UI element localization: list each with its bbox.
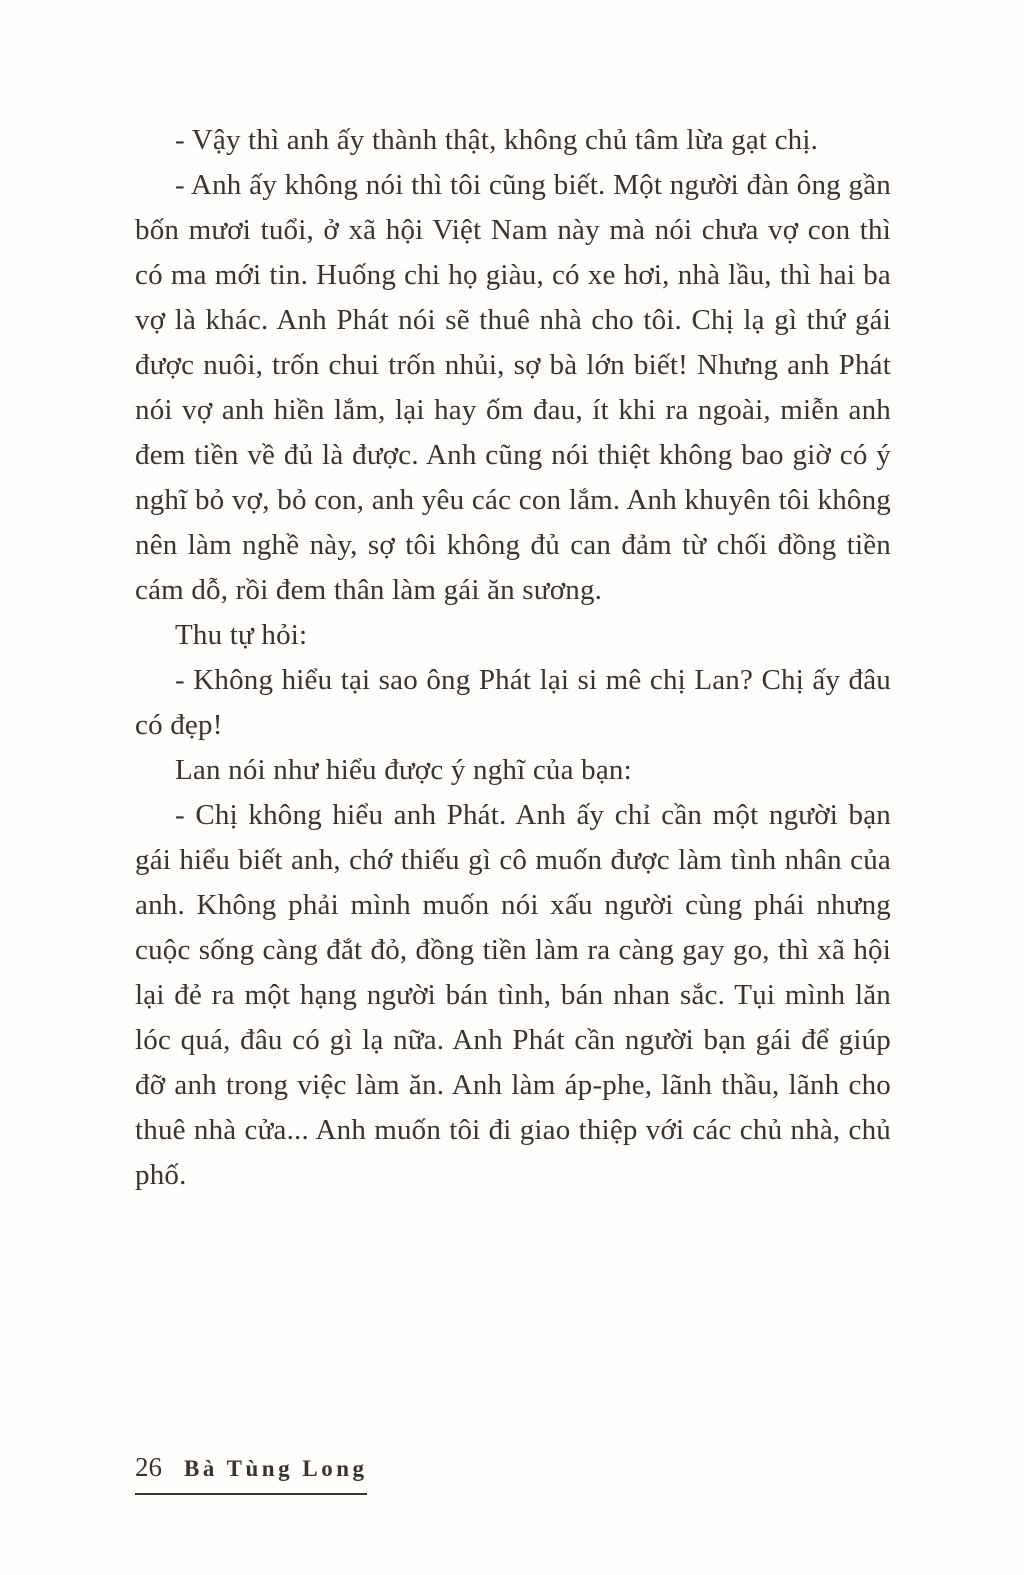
footer-author: Bà Tùng Long [184,1456,368,1481]
footer-rule [135,1493,367,1495]
paragraph-dialogue-4: - Chị không hiểu anh Phát. Anh ấy chỉ cần một người bạn gái hiểu biết anh, chớ thiếu gì cô muốn được làm tình nhân của anh. Không phải mình muốn nói xấu người cùng phái nhưng cuộc sống càng đắt đỏ, đồng tiền làm ra càng gay go, thì xã hội lại đẻ ra một hạng người bán tình, bán nhan sắc. Tụi mình lăn lóc quá, đâu có gì lạ nữa. Anh Phát cần người bạn gái để giúp đỡ anh trong việc làm ăn. Anh làm áp-phe, lãnh thầu, lãnh cho thuê nhà cửa... Anh muốn tôi đi giao thiệp với các chủ nhà, chủ phố. [135,799,891,1191]
page-text [135,118,891,1198]
footer-line [135,1452,891,1483]
paragraph-narration-2: Lan nói như hiểu được ý nghĩ của bạn: [175,754,632,786]
paragraph-dialogue-2: - Anh ấy không nói thì tôi cũng biết. Một người đàn ông gần bốn mươi tuổi, ở xã hội Việt Nam này mà nói chưa vợ con thì có ma mới tin. Huống chi họ giàu, có xe hơi, nhà lầu, thì hai ba vợ là khác. Anh Phát nói sẽ thuê nhà cho tôi. Chị lạ gì thứ gái được nuôi, trốn chui trốn nhủi, sợ bà lớn biết! Nhưng anh Phát nói vợ anh hiền lắm, lại hay ốm đau, ít khi ra ngoài, miễn anh đem tiền về đủ là được. Anh cũng nói thiệt không bao giờ có ý nghĩ bỏ vợ, bỏ con, anh yêu các con lắm. Anh khuyên tôi không nên làm nghề này, sợ tôi không đủ can đảm từ chối đồng tiền cám dỗ, rồi đem thân làm gái ăn sương. [135,169,891,606]
paragraph-dialogue-1: - Vậy thì anh ấy thành thật, không chủ tâm lừa gạt chị. [175,124,819,156]
paragraph-narration-1: Thu tự hỏi: [175,619,308,651]
page-number: 26 [135,1452,162,1482]
paragraph-dialogue-3: - Không hiểu tại sao ông Phát lại si mê chị Lan? Chị ấy đâu có đẹp! [135,664,891,741]
page-footer [135,1452,891,1495]
